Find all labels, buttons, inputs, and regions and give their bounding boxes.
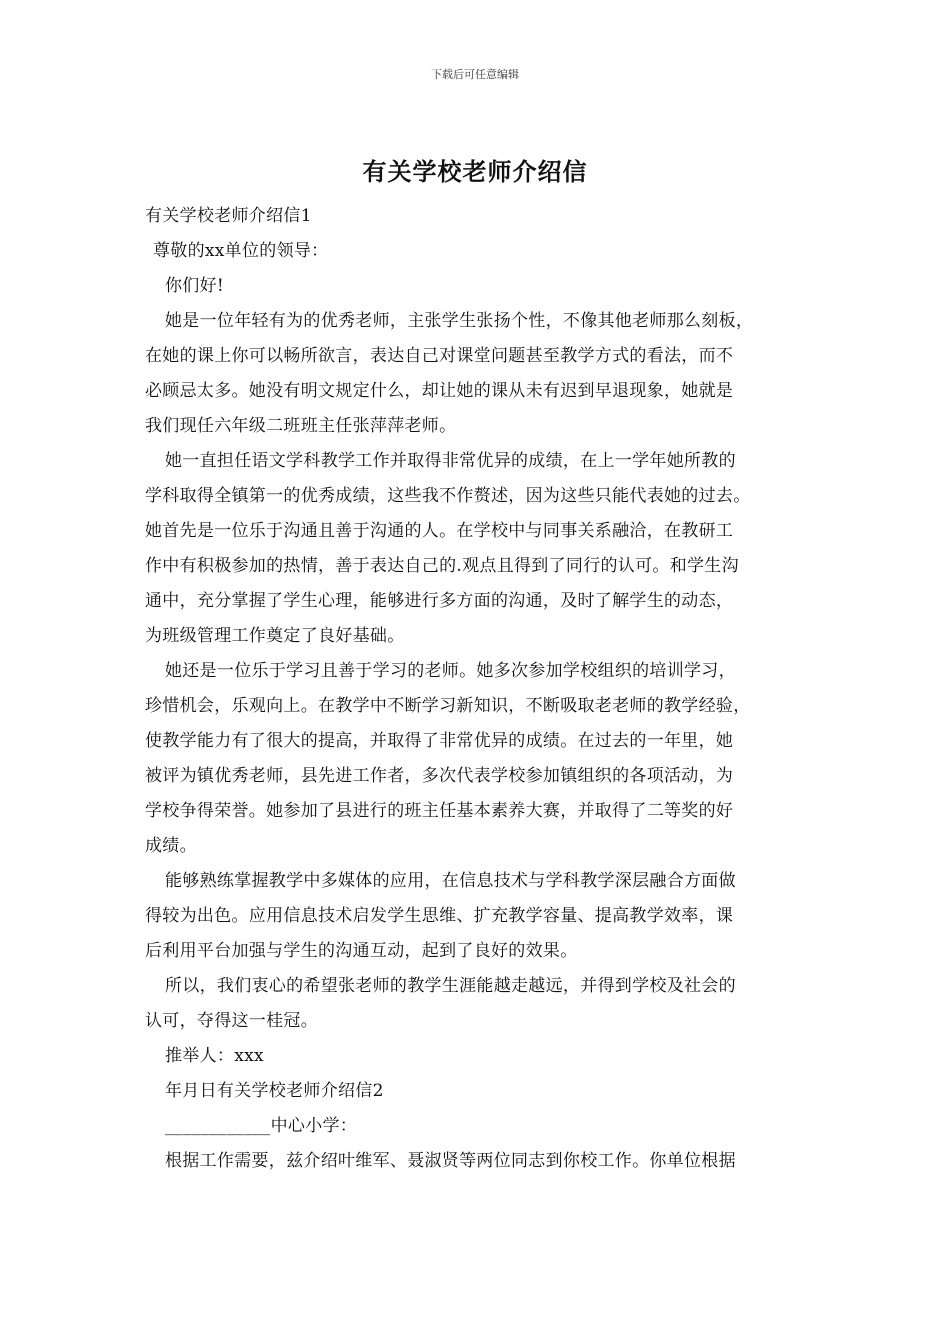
- greeting: 你们好!: [165, 276, 225, 296]
- addressee-line: ____________中心小学：: [165, 1116, 358, 1136]
- body-line: 使教学能力有了很大的提高，并取得了非常优异的成绩。在过去的一年里，她: [145, 731, 734, 751]
- body-line: 根据工作需要，兹介绍叶维军、聂淑贤等两位同志到你校工作。你单位根据: [165, 1151, 736, 1171]
- body-line: 所以，我们衷心的希望张老师的教学生涯能越走越远，并得到学校及社会的: [165, 976, 736, 996]
- section-heading: 年月日有关学校老师介绍信2: [165, 1081, 384, 1101]
- body-line: 通中，充分掌握了学生心理，能够进行多方面的沟通，及时了解学生的动态，: [145, 591, 734, 611]
- header-note: 下载后可任意编辑: [431, 68, 519, 81]
- body-line: 得较为出色。应用信息技术启发学生思维、扩充教学容量、提高教学效率，课: [145, 906, 734, 926]
- recommender-line: 推举人：xxx: [165, 1046, 264, 1066]
- body-line: 必顾忌太多。她没有明文规定什么，却让她的课从未有迟到早退现象，她就是: [145, 381, 734, 401]
- body-line: 她一直担任语文学科教学工作并取得非常优异的成绩，在上一学年她所教的: [165, 451, 736, 471]
- document-title: 有关学校老师介绍信: [362, 158, 588, 186]
- section-heading: 有关学校老师介绍信1: [145, 206, 312, 226]
- body-line: 被评为镇优秀老师，县先进工作者，多次代表学校参加镇组织的各项活动，为: [145, 766, 734, 786]
- body-line: 作中有积极参加的热情，善于表达自己的.观点且得到了同行的认可。和学生沟: [145, 556, 739, 576]
- salutation: 尊敬的xx单位的领导：: [153, 241, 329, 261]
- body-line: 我们现任六年级二班班主任张萍萍老师。: [145, 416, 457, 436]
- body-line: 能够熟练掌握教学中多媒体的应用，在信息技术与学科教学深层融合方面做: [165, 871, 736, 891]
- body-line: 她还是一位乐于学习且善于学习的老师。她多次参加学校组织的培训学习，: [165, 661, 736, 681]
- body-line: 成绩。: [145, 836, 197, 856]
- body-line: 她首先是一位乐于沟通且善于沟通的人。在学校中与同事关系融洽，在教研工: [145, 521, 734, 541]
- body-line: 学科取得全镇第一的优秀成绩，这些我不作赘述，因为这些只能代表她的过去。: [145, 486, 751, 506]
- body-line: 珍惜机会，乐观向上。在教学中不断学习新知识，不断吸取老老师的教学经验，: [145, 696, 751, 716]
- body-line: 为班级管理工作奠定了良好基础。: [145, 626, 405, 646]
- body-line: 在她的课上你可以畅所欲言，表达自己对课堂问题甚至教学方式的看法，而不: [145, 346, 734, 366]
- document-body: [145, 199, 815, 1179]
- body-line: 后利用平台加强与学生的沟通互动，起到了良好的效果。: [145, 941, 578, 961]
- body-line: 学校争得荣誉。她参加了县进行的班主任基本素养大赛，并取得了二等奖的好: [145, 801, 734, 821]
- body-line: 认可，夺得这一桂冠。: [145, 1011, 318, 1031]
- body-line: 她是一位年轻有为的优秀老师，主张学生张扬个性，不像其他老师那么刻板，: [165, 311, 754, 331]
